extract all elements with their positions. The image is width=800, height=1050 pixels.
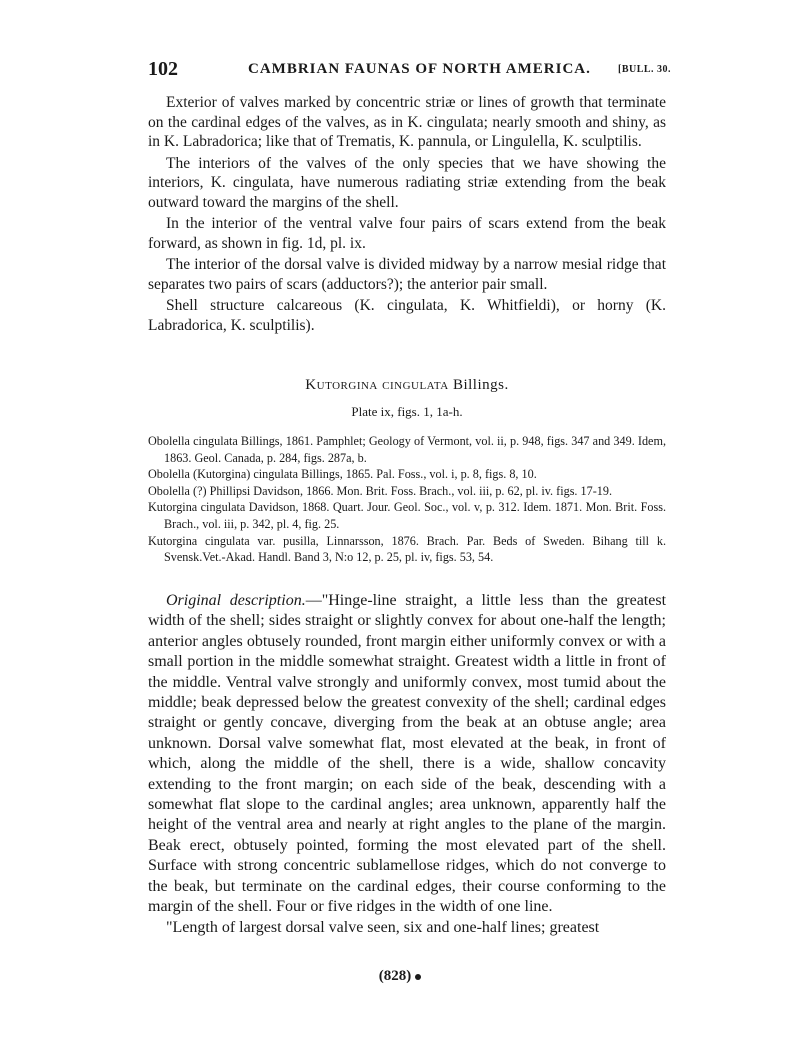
description-paragraph	[148, 591, 666, 918]
page-number: 102	[148, 58, 178, 80]
paragraph-exterior: Exterior of valves marked by concentric striæ or lines of growth that terminate on the cardinal edges of the valves, as in K. cingulata; nearly smooth and shiny, as in K. Labradorica; like that of Trematis, K. pannula, or Lingulella, K. sculptilis.	[148, 94, 666, 150]
synonymy-list	[148, 433, 666, 566]
bulletin-reference: [BULL. 30.	[618, 64, 672, 75]
species-author: Billings.	[452, 377, 509, 393]
running-header	[0, 58, 800, 84]
synonymy-entry: Obolella (Kutorgina) cingulata Billings, 1865. Pal. Foss., vol. i, p. 8, figs. 8, 10.	[148, 467, 537, 482]
synonymy-entry: Kutorgina cingulata var. pusilla, Linnarsson, 1876. Brach. Par. Beds of Sweden. Bihang till k. Svensk.Vet.-Akad. Handl. Band 3, N:o 12, p. 25, pl. iv, figs. 53, 54.	[148, 533, 666, 565]
paragraph-dorsal-valve: The interior of the dorsal valve is divided midway by a narrow mesial ridge that separates two pairs of scars (adductors?); the anterior pair small.	[148, 256, 666, 293]
species-name: Kutorgina cingulata	[305, 377, 449, 393]
paragraph-shell-structure: Shell structure calcareous (K. cingulata, K. Whitfieldi), or horny (K. Labradorica, K. sculptilis).	[148, 297, 666, 334]
folio-dot	[415, 974, 421, 980]
running-title: CAMBRIAN FAUNAS OF NORTH AMERICA.	[248, 61, 591, 77]
paragraph-interiors: The interiors of the valves of the only species that we have showing the interiors, K. cingulata, have numerous radiating striæ extending from the beak outward toward the margins of the shell.	[148, 154, 666, 211]
folio	[0, 968, 800, 985]
synonymy-entry: Kutorgina cingulata Davidson, 1868. Quart. Jour. Geol. Soc., vol. v, p. 312. Idem. 1871. Mon. Brit. Foss. Brach., vol. iii, p. 342, pl. 4, fig. 25.	[148, 500, 666, 531]
description-label: Original description.	[166, 592, 306, 609]
folio-number: (828)	[378, 968, 412, 984]
synonymy-entry: Obolella cingulata Billings, 1861. Pamphlet; Geology of Vermont, vol. ii, p. 948, figs. 347 and 349. Idem, 1863. Geol. Canada, p. 284, figs. 287a, b.	[148, 434, 666, 465]
synonymy-entry: Obolella (?) Phillipsi Davidson, 1866. Mon. Brit. Foss. Brach., vol. iii, p. 62, pl. iv. figs. 17-19.	[148, 483, 613, 498]
description-text: —"Hinge-line straight, a little less than the greatest width of the shell; sides straight or slightly convex for about one-half the length; anterior angles obtusely rounded, front margin either uniformly convex or with a small portion in the middle somewhat straight. Greatest width a little in front of the middle. Ventral valve strongly and uniformly convex, most tumid about the middle; beak depressed below the greatest convexity of the shell; cardinal edges straight or gently concave, diverging from the beak at an obtuse angle; area unknown. Dorsal valve somewhat flat, most elevated at the beak, in front of which, along the middle of the shell, there is a wide, shallow concavity extending to the front margin; on each side of the beak, descending with a somewhat flat slope to the cardinal angles; area unknown, apparently half the height of the ventral area and nearly at right angles to the plane of the margin. Beak erect, obtusely pointed, forming the most elevated part of the shell. Surface with strong concentric sublamellose ridges, which do not converge to the beak, but terminate on the cardinal edges, their course conforming to the margin of the shell. Four or five ridges in the width of one line.	[148, 592, 667, 916]
description-continuation: "Length of largest dorsal valve seen, six and one-half lines; greatest	[166, 918, 600, 936]
genus-description-block	[148, 93, 666, 337]
plate-reference: Plate ix, figs. 1, 1a-h.	[351, 404, 463, 419]
paragraph-ventral-valve: In the interior of the ventral valve four pairs of scars extend from the beak forward, as shown in fig. 1d, pl. ix.	[148, 215, 666, 252]
original-description	[148, 591, 666, 938]
species-heading	[148, 377, 666, 394]
